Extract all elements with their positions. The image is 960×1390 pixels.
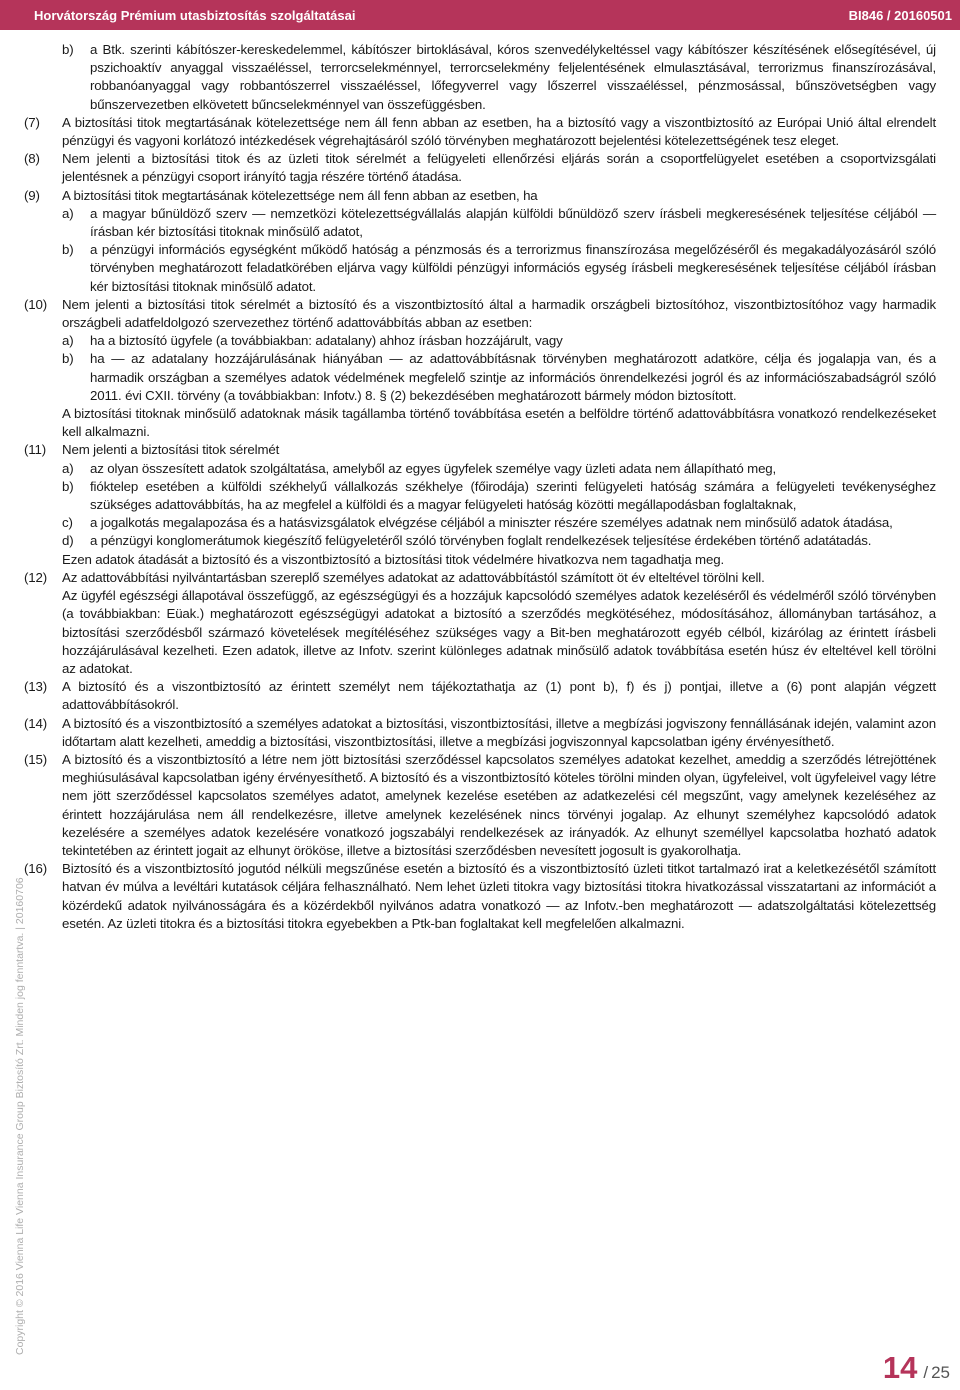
list-item-letter: a) [62,205,74,221]
document-body [24,41,936,933]
paragraph-text: Nem jelenti a biztosítási titok sérelmét [62,442,280,458]
paragraph [24,114,936,150]
list-item-letter: d) [62,533,74,549]
list-item-letter: c) [62,515,73,531]
list-item-letter: b) [62,478,74,494]
paragraph-text: A biztosító és a viszontbiztosító a személyes adatokat a biztosítási, viszontbiztosítási, illetve a megbízási jogviszony fennállásának idején, valamint azon időtartam alatt kezelheti, ameddig a biztosítási, viszontbiztosítási, illetve a megbízási jogviszonnyal kapcsolatban igény érvényesíthető. [62,715,936,749]
paragraph [24,751,936,860]
page-header [0,0,960,30]
list-item-text: a Btk. szerinti kábítószer-kereskedelemmel, kábítószer birtoklásával, kóros szenvedélykeltéssel vagy kábítószer készítésének elősegítésével, új pszichoaktív anyaggal visszaéléssel, terrorcselekménnyel, terrorcselekmény feljelentésének elmulasztásával, terrorizmus finanszírozásával, robbanóanyaggal vagy robbantószerrel visszaéléssel, lőfegyverrel vagy lőszerrel visszaéléssel, pénzmosással, bűnszövetségben vagy bűnszervezetben elkövetett bűncselekménnyel van összefüggésben. [90,42,936,112]
list-item-text: a pénzügyi információs egységként működő hatóság a pénzmosás és a terrorizmus finanszírozása megelőzéséről és megakadályozásáról szóló törvényben meghatározott feladatkörében eljárva vagy külföldi pénzügyi információs egység írásbeli megkeresésének teljesítése céljából írásban kér biztosítási titoknak minősülő adatot. [90,242,936,294]
list-item [24,478,936,514]
list-item [24,205,936,241]
paragraph-text: A biztosító és a viszontbiztosító az érintett személyt nem tájékoztathatja az (1) pont b), f) és j) pontjai, illetve a (6) pont alapján végzett adattovábbításokról. [62,679,936,713]
paragraph-number: (14) [24,715,48,731]
paragraph-text: A biztosítási titok megtartásának kötelezettsége nem áll fenn abban az esetben, ha [62,187,538,203]
paragraph-number: (8) [24,151,40,167]
paragraph-number: (7) [24,114,40,130]
page-number-separator: / [923,1363,929,1382]
paragraph-number: (12) [24,569,48,585]
list-item-text: a magyar bűnüldöző szerv — nemzetközi kötelezettségvállalás alapján külföldi bűnüldöző szerv írásbeli megkeresésének teljesítése céljából — írásban kér biztosítási titoknak minősülő adatot, [90,205,936,240]
paragraph [24,860,936,933]
list-item [24,514,936,532]
paragraph-number: (16) [24,861,48,877]
list-item-text: fióktelep esetében a külföldi székhelyű vállalkozás székhelye (főirodája) szerinti felügyeleti hatóság számára a felügyeleti tevékenységhez szükséges adattovábbítás, ha az megfelel a külföldi és a magyar felügyeleti hatóság közötti megállapodásban foglaltaknak, [90,478,936,513]
paragraph-continuation [24,551,936,569]
paragraph [24,296,936,332]
paragraph [24,441,936,459]
paragraph-text: Ezen adatok átadását a biztosító és a viszontbiztosító a biztosítási titok védelmére hivatkozva nem tagadhatja meg. [62,551,725,567]
paragraph-number: (10) [24,296,48,312]
paragraph-number: (15) [24,751,48,767]
paragraph-text: Nem jelenti a biztosítási titok sérelmét a biztosító és a viszontbiztosító által a harmadik országbeli biztosítóhoz, viszontbiztosítóhoz vagy harmadik országbeli adatfeldolgozó szervezethez történő adattovábbítás abban az esetben: [62,296,936,331]
list-item-text: a pénzügyi konglomerátumok kiegészítő felügyeletéről szóló törvényben foglalt rendelkezések teljesítése érdekében történő adatátadás. [90,533,872,549]
list-item-text: ha — az adatalany hozzájárulásának hiányában — az adattovábbításnak törvényben meghatározott adatköre, célja és jogalapja van, és a harmadik országban a személyes adatok védelmének megfelelő szintje az információs önrendelkezési jogról és az információszabadságról szóló 2011. évi CXII. törvény (a továbbiakban: Infotv.) 8. § (2) bekezdésében meghatározott bármely módon biztosított. [90,351,936,403]
list-item-letter: b) [62,242,74,258]
list-item-letter: b) [62,42,74,57]
header-title: Horvátország Prémium utasbiztosítás szolgáltatásai [34,7,356,23]
paragraph-text: Az adattovábbítási nyilvántartásban szereplő személyes adatokat az adattovábbítástól számított öt év elteltével törölni kell. [62,569,765,585]
paragraph [24,715,936,751]
list-item [24,332,936,350]
list-item [24,532,936,550]
paragraph-text: Az ügyfél egészségi állapotával összefüggő, az egészségügyi és a hozzájuk kapcsolódó személyes adatok kezeléséről és védelméről szóló törvényben (a továbbiakban: Eüak.) meghatározott egészségügyi adatokat a biztosító a szerződés megkötéséhez, módosításához, állományban tartásához, a biztosítási szerződésből származó követelések megítéléséhez szükséges vagy a Bit-ben meghatározott egyéb célból, kizárólag az érintett írásbeli hozzájárulásával kezelheti. Ezen adatok, illetve az Infotv. szerint különleges adatnak minősülő adatok továbbítása esetén húsz év elteltével kell törölni az adatokat. [62,588,936,676]
paragraph-number: (11) [24,442,47,458]
page-number-total: 25 [931,1363,950,1382]
list-item [24,241,936,296]
paragraph-number: (9) [24,187,40,203]
list-item [24,350,936,405]
side-copyright: Copyright © 2016 Vienna Life Vienna Insurance Group Biztosító Zrt. Minden jog fenntartva. | 20160706 [14,877,26,1355]
page-number [883,1350,950,1386]
paragraph-text: A biztosítási titok megtartásának kötelezettsége nem áll fenn abban az esetben, ha a biztosító vagy a viszontbiztosító az Európai Unió által elrendelt pénzügyi és vagyoni korlátozó intézkedések végrehajtásáról szóló törvényben meghatározott bejelentési kötelezettségének tesz eleget. [62,114,936,149]
list-item-letter: a) [62,460,74,476]
paragraph-text: A biztosító és a viszontbiztosító a létre nem jött biztosítási szerződéssel kapcsolatos személyes adatokat kezelhet, ameddig a szerződés létrejöttének meghiúsulásával kapcsolatban igény érvényesíthető. A biztosító és a viszontbiztosító köteles törölni minden olyan, ügyfeleivel, volt ügyfeleivel vagy létre nem jött szerződéssel kapcsolatos személyes adatot, amelynek kezelése esetében az adatkezelési cél megszűnt, vagy amelynek kezeléséhez az érintett hozzájárulása nem áll rendelkezésre, illetve amelynek kezelésének nincs törvényi jogalap. Az elhunyt személyhez kapcsolódó adatok kezelésére a személyes adatok kezelésére vonatkozó jogszabályi rendelkezések az irányadók. Az elhunyt személlyel kapcsolatba hozható adatok tekintetében az érintett jogait az elhunyt örököse, illetve a biztosítási szerződésben nevesített jogosult is gyakorolhatja. [62,751,936,858]
list-item-text: a jogalkotás megalapozása és a hatásvizsgálatok elvégzése céljából a miniszter részére személyes adatnak nem minősülő adatok átadása, [90,515,893,531]
paragraph [24,187,936,205]
paragraph-number: (13) [24,679,48,695]
list-item [24,41,936,114]
list-item-letter: a) [62,333,74,349]
paragraph [24,678,936,714]
list-item-letter: b) [62,351,74,367]
paragraph-continuation [24,405,936,441]
paragraph [24,569,936,587]
paragraph-text: Biztosító és a viszontbiztosító jogutód nélküli megszűnése esetén a biztosító és a viszontbiztosító üzleti titkot tartalmazó irat a keletkezésétől számított hatvan év múlva a levéltári kutatások céljára felhasználható. Nem lehet üzleti titokra vagy biztosítási titokra hivatkozással visszatartani az információt a közérdekű adatok nyilvánosságára és a közérdekből nyilvános adatra vonatkozó — az Infotv.-ben meghatározott — adatszolgáltatási kötelezettség esetén. Az üzleti titokra és a biztosítási titokra egyebekben a Ptk-ban foglaltakat kell megfelelően alkalmazni. [62,861,936,931]
list-item [24,460,936,478]
list-item-text: ha a biztosító ügyfele (a továbbiakban: adatalany) ahhoz írásban hozzájárult, vagy [90,333,563,349]
paragraph [24,150,936,186]
paragraph-continuation [24,587,936,678]
paragraph-text: Nem jelenti a biztosítási titok és az üzleti titok sérelmét a felügyeleti ellenőrzési eljárás során a csoportfelügyelet esetében a csoportvizsgálati jelentésnek a pénzügyi csoport irányító tagja részére történő átadása. [62,151,936,185]
header-document-code: BI846 / 20160501 [848,7,952,23]
page-number-current: 14 [882,1350,918,1385]
list-item-text: az olyan összesített adatok szolgáltatása, amelyből az egyes ügyfelek személye vagy üzleti adata nem állapítható meg, [90,460,777,476]
paragraph-text: A biztosítási titoknak minősülő adatoknak másik tagállamba történő továbbítása esetén a belföldre történő adattovábbításra vonatkozó rendelkezéseket kell alkalmazni. [62,406,936,440]
